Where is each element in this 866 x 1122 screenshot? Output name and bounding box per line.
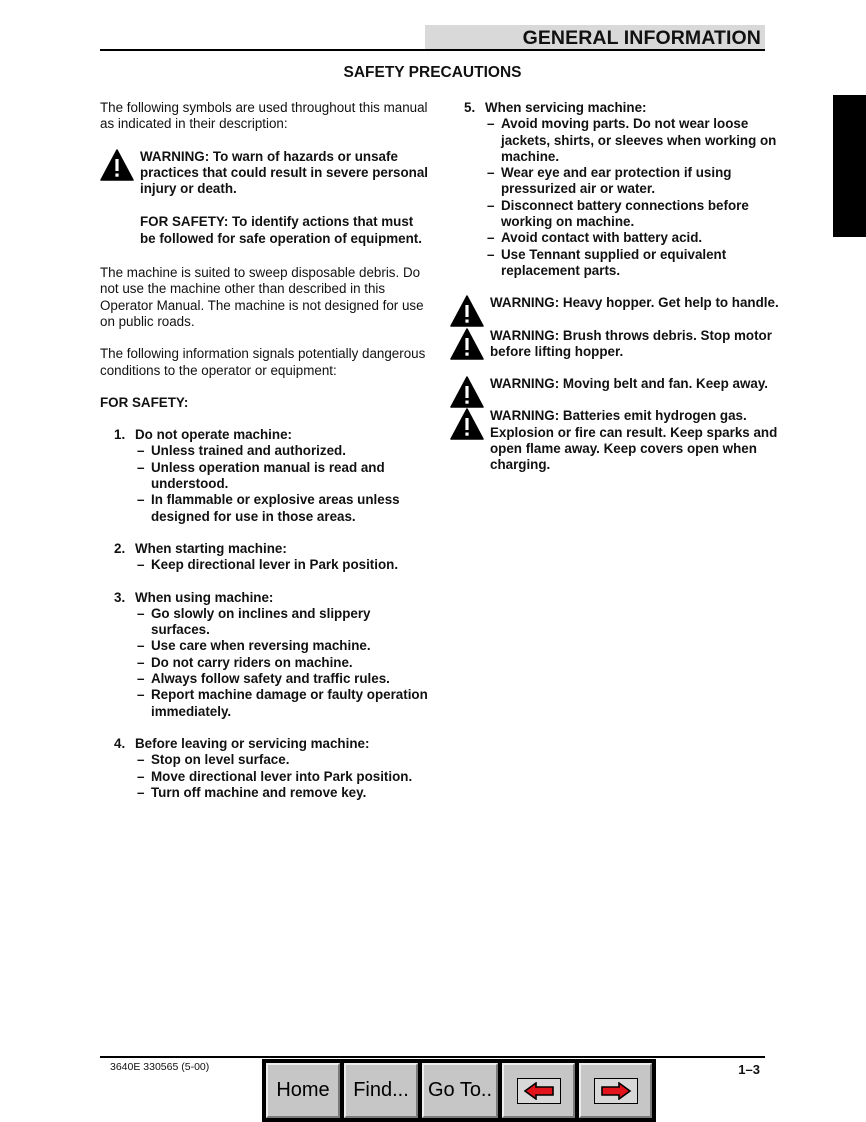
item-number: 5. xyxy=(464,100,476,115)
bullet-item: – Use care when reversing machine. xyxy=(135,638,430,654)
item-title: Do not operate machine: xyxy=(135,427,292,443)
warning-text: WARNING: Brush throws debris. Stop motor before lifting hopper. xyxy=(490,327,772,359)
item-bullets xyxy=(135,557,430,573)
right-arrow-icon xyxy=(600,1082,632,1100)
bullet-item: – Disconnect battery connections before working on machine. xyxy=(485,198,780,231)
suited-paragraph: The machine is suited to sweep disposable debris. Do not use the machine other than described in this Operator Manual. The machine is not designed for use on public roads. xyxy=(100,265,424,329)
warnings-list xyxy=(450,295,780,473)
for-safety-heading: FOR SAFETY: xyxy=(100,394,189,410)
goto-button[interactable]: Go To.. xyxy=(422,1063,498,1118)
item-bullets xyxy=(135,443,430,524)
safety-definition-text: FOR SAFETY: To identify actions that must be followed for safe operation of equipment. xyxy=(140,214,422,246)
bullet-item: – Wear eye and ear protection if using pressurized air or water. xyxy=(485,165,780,198)
warning-triangle-icon xyxy=(100,149,134,181)
bullet-item: – In flammable or explosive areas unless designed for use in those areas. xyxy=(135,492,430,525)
warning-triangle-icon xyxy=(450,328,484,360)
warning-text: WARNING: Moving belt and fan. Keep away. xyxy=(490,376,769,392)
warning-triangle-icon xyxy=(450,295,484,327)
bullet-item: – Unless operation manual is read and understood. xyxy=(135,460,430,493)
item-title: When starting machine: xyxy=(135,540,287,556)
header-rule xyxy=(100,49,765,51)
next-arrow-frame xyxy=(594,1078,638,1104)
item-number: 3. xyxy=(114,589,126,605)
numbered-item xyxy=(100,427,430,525)
warning-text: WARNING: Batteries emit hydrogen gas. Explosion or fire can result. Keep sparks and open flame away. Keep covers open when charging. xyxy=(490,408,778,473)
warning-block xyxy=(450,295,780,311)
left-arrow-icon xyxy=(523,1082,555,1100)
warning-text: WARNING: Heavy hopper. Get help to handle. xyxy=(490,295,779,311)
item-title: When using machine: xyxy=(135,589,274,605)
section-title: SAFETY PRECAUTIONS xyxy=(343,64,522,81)
warning-block xyxy=(450,328,780,361)
item-bullets xyxy=(135,606,430,720)
numbered-item xyxy=(100,541,430,574)
item-number: 1. xyxy=(114,427,126,443)
item-title: Before leaving or servicing machine: xyxy=(135,735,370,751)
bullet-item: – Keep directional lever in Park position. xyxy=(135,557,430,573)
item-number: 4. xyxy=(114,735,126,751)
numbered-item xyxy=(100,736,430,801)
bullet-item: – Do not carry riders on machine. xyxy=(135,655,430,671)
item-bullets xyxy=(485,116,780,279)
bullet-item: – Stop on level surface. xyxy=(135,752,430,768)
warning-block xyxy=(450,376,780,392)
next-page-button[interactable] xyxy=(579,1063,652,1118)
numbered-item xyxy=(100,590,430,720)
warning-triangle-icon xyxy=(450,408,484,440)
warning-definition-text: WARNING: To warn of hazards or unsafe practices that could result in severe personal injury or death. xyxy=(140,148,429,197)
safety-list xyxy=(100,427,430,801)
bullet-item: – Use Tennant supplied or equivalent replacement parts. xyxy=(485,247,780,280)
page-number: 1–3 xyxy=(738,1062,760,1077)
previous-page-button[interactable] xyxy=(502,1063,575,1118)
bullet-item: – Unless trained and authorized. xyxy=(135,443,430,459)
bullet-item: – Report machine damage or faulty operation immediately. xyxy=(135,687,430,720)
warning-triangle-icon xyxy=(450,376,484,408)
intro-paragraph: The following symbols are used throughout this manual as indicated in their description: xyxy=(100,100,428,132)
section-tab-marker xyxy=(833,95,866,237)
item-number: 2. xyxy=(114,540,126,556)
header-title: GENERAL INFORMATION xyxy=(522,27,761,49)
item-bullets xyxy=(135,752,430,801)
item-title: When servicing machine: xyxy=(485,100,647,115)
footer-rule xyxy=(100,1056,765,1058)
find-button[interactable]: Find... xyxy=(344,1063,418,1118)
navigation-bar xyxy=(262,1059,656,1122)
bullet-item: – Move directional lever into Park position. xyxy=(135,769,430,785)
numbered-item xyxy=(450,100,780,279)
document-code: 3640E 330565 (5-00) xyxy=(110,1061,210,1073)
home-button[interactable]: Home xyxy=(266,1063,340,1118)
bullet-item: – Turn off machine and remove key. xyxy=(135,785,430,801)
bullet-item: – Avoid contact with battery acid. xyxy=(485,230,780,246)
bullet-item: – Go slowly on inclines and slippery surfaces. xyxy=(135,606,430,639)
signals-paragraph: The following information signals potentially dangerous conditions to the operator or equipment: xyxy=(100,346,426,378)
prev-arrow-frame xyxy=(517,1078,561,1104)
bullet-item: – Always follow safety and traffic rules. xyxy=(135,671,430,687)
bullet-item: – Avoid moving parts. Do not wear loose jackets, shirts, or sleeves when working on machine. xyxy=(485,116,780,165)
warning-block xyxy=(450,408,780,473)
warning-definition xyxy=(100,149,430,247)
right-column xyxy=(450,100,780,490)
left-column xyxy=(100,100,430,817)
